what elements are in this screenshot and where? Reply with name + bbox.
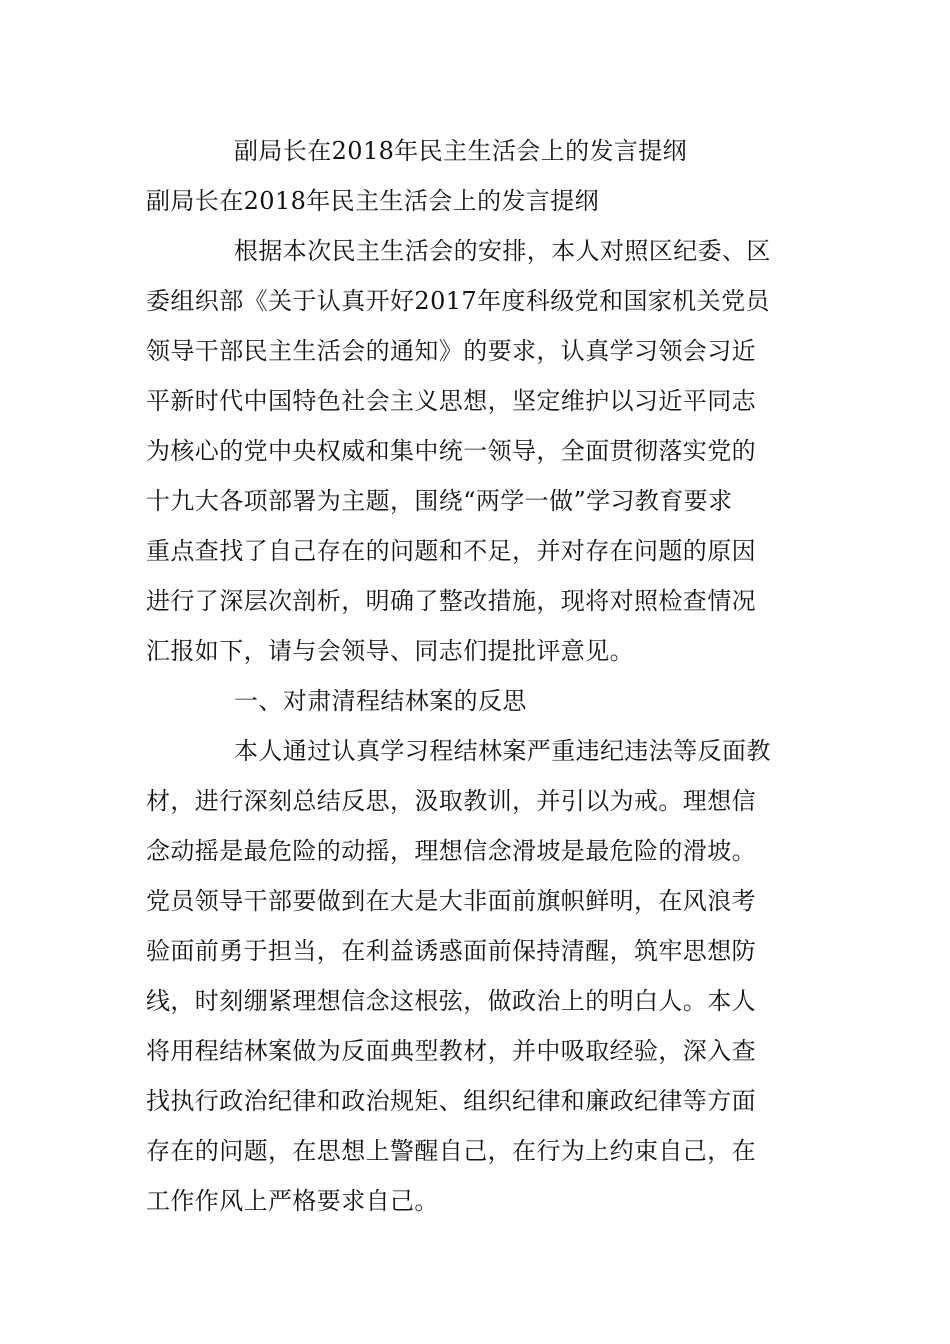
- document-title: 副局长在2018年民主生活会上的发言提纲: [234, 137, 688, 165]
- paragraph-1-line: 进行了深层次剖析，明确了整改措施，现将对照检查情况: [146, 587, 756, 615]
- paragraph-2-line: 找执行政治纪律和政治规矩、组织纪律和廉政纪律等方面: [146, 1087, 756, 1115]
- paragraph-1-line: 十九大各项部署为主题，围绕“两学一做”学习教育要求: [146, 487, 733, 515]
- paragraph-2-line: 工作作风上严格要求自己。: [146, 1187, 439, 1215]
- paragraph-1-line: 重点查找了自己存在的问题和不足，并对存在问题的原因: [146, 537, 756, 565]
- paragraph-1-line: 领导干部民主生活会的通知》的要求，认真学习领会习近: [146, 337, 756, 365]
- paragraph-1-line: 根据本次民主生活会的安排，本人对照区纪委、区: [234, 237, 771, 265]
- paragraph-1-line: 汇报如下，请与会领导、同志们提批评意见。: [146, 637, 634, 665]
- paragraph-2-line: 验面前勇于担当，在利益诱惑面前保持清醒，筑牢思想防: [146, 937, 756, 965]
- paragraph-2-line: 材，进行深刻总结反思，汲取教训，并引以为戒。理想信: [146, 787, 756, 815]
- paragraph-1-line: 为核心的党中央权威和集中统一领导，全面贯彻落实党的: [146, 437, 756, 465]
- paragraph-1-line: 平新时代中国特色社会主义思想，坚定维护以习近平同志: [146, 387, 756, 415]
- paragraph-1-line: 委组织部《关于认真开好2017年度科级党和国家机关党员: [146, 287, 770, 315]
- paragraph-2-line: 存在的问题，在思想上警醒自己，在行为上约束自己，在: [146, 1137, 756, 1165]
- section-heading: 一、对肃清程结林案的反思: [234, 687, 527, 715]
- paragraph-2-line: 党员领导干部要做到在大是大非面前旗帜鲜明，在风浪考: [146, 887, 756, 915]
- paragraph-2-line: 念动摇是最危险的动摇，理想信念滑坡是最危险的滑坡。: [146, 837, 756, 865]
- paragraph-2-line: 将用程结林案做为反面典型教材，并中吸取经验，深入查: [146, 1037, 756, 1065]
- document-subtitle: 副局长在2018年民主生活会上的发言提纲: [146, 187, 600, 215]
- paragraph-2-line: 线，时刻绷紧理想信念这根弦，做政治上的明白人。本人: [146, 987, 756, 1015]
- paragraph-2-line: 本人通过认真学习程结林案严重违纪违法等反面教: [234, 737, 771, 765]
